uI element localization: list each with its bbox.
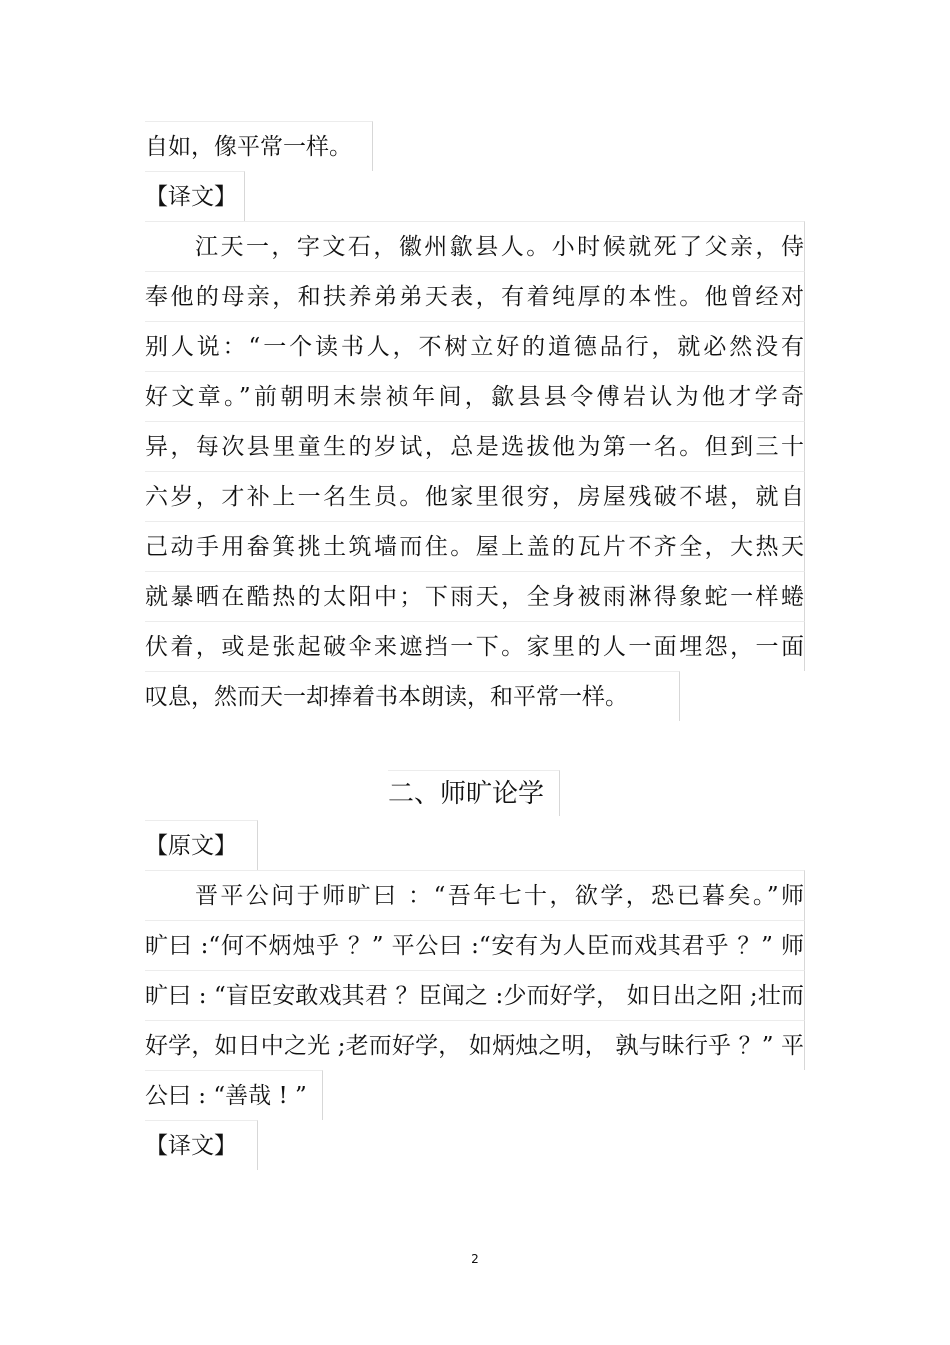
translation-line-10: 叹息，然而天一却捧着书本朗读，和平常一样。	[145, 671, 680, 721]
original-line-5: 公曰 : “善哉 ! ”	[145, 1070, 323, 1120]
section-title: 二、师旷论学	[388, 770, 560, 816]
translation-line-1: 江天一，字文石，徽州歙县人。小时候就死了父亲，侍	[145, 221, 805, 271]
translation-line-8: 就暴晒在酷热的太阳中；下雨天，全身被雨淋得象蛇一样蜷	[145, 571, 805, 621]
original-line-4: 好学，如日中之光 ;老而好学， 如炳烛之明， 孰与昧行乎 ？” 平	[145, 1020, 805, 1070]
original-line-2: 旷曰 :“何不炳烛乎 ？” 平公曰 :“安有为人臣而戏其君乎 ？” 师	[145, 920, 805, 970]
translation-line-3: 别人说：“一个读书人，不树立好的道德品行，就必然没有	[145, 321, 805, 371]
translation-label-2: 【译文】	[145, 1120, 258, 1170]
body-line: 自如，像平常一样。	[145, 121, 373, 171]
translation-line-2: 奉他的母亲，和扶养弟弟天表，有着纯厚的本性。他曾经对	[145, 271, 805, 321]
original-label: 【原文】	[145, 820, 258, 870]
translation-line-5: 异，每次县里童生的岁试，总是选拔他为第一名。但到三十	[145, 421, 805, 471]
translation-line-4: 好文章。”前朝明末崇祯年间，歙县县令傅岩认为他才学奇	[145, 371, 805, 421]
original-line-3: 旷曰 : “盲臣安敢戏其君 ？臣闻之 :少而好学， 如日出之阳 ;壮而	[145, 970, 805, 1020]
translation-line-7: 己动手用畚箕挑土筑墙而住。屋上盖的瓦片不齐全，大热天	[145, 521, 805, 571]
translation-line-9: 伏着，或是张起破伞来遮挡一下。家里的人一面埋怨，一面	[145, 621, 805, 671]
original-line-1: 晋平公问于师旷曰 ：“吾年七十，欲学，恐已暮矣。”师	[145, 870, 805, 920]
page-number: 2	[471, 1252, 479, 1266]
translation-label: 【译文】	[145, 171, 245, 221]
translation-line-6: 六岁，才补上一名生员。他家里很穷，房屋残破不堪，就自	[145, 471, 805, 521]
